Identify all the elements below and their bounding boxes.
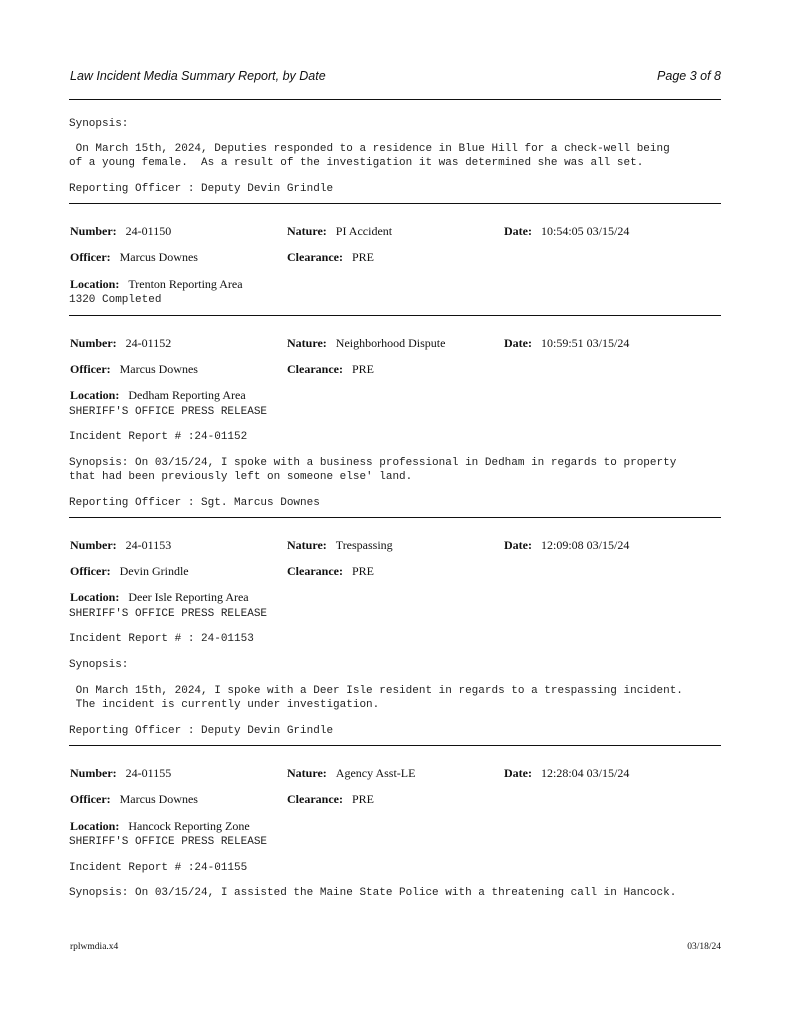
section-divider bbox=[69, 203, 721, 204]
press-release-header: SHERIFF'S OFFICE PRESS RELEASE bbox=[69, 836, 268, 848]
clearance-field: Clearance: PRE bbox=[287, 792, 374, 806]
incident-report-number: Incident Report # :24-01155 bbox=[69, 862, 248, 874]
incident-date: 10:54:05 03/15/24 bbox=[540, 224, 630, 238]
incident-location: Dedham Reporting Area bbox=[128, 388, 246, 402]
incident-number: 24-01153 bbox=[125, 538, 172, 552]
intro-reporting-officer: Reporting Officer : Deputy Devin Grindle bbox=[69, 183, 334, 195]
incident-synopsis: On March 15th, 2024, I spoke with a Deer Isle resident in regards to a trespassing incident. The incident is currently under investigation. bbox=[75, 685, 683, 711]
officer-field: Officer: Marcus Downes bbox=[70, 362, 198, 376]
number-field: Number: 24-01152 bbox=[70, 336, 172, 350]
synopsis-label: Synopsis: bbox=[69, 659, 129, 671]
incident-number: 24-01152 bbox=[125, 336, 172, 350]
incident-location: Trenton Reporting Area bbox=[128, 277, 243, 291]
report-title: Law Incident Media Summary Report, by Date bbox=[70, 69, 326, 83]
officer-field: Officer: Marcus Downes bbox=[70, 250, 198, 264]
reporting-officer: Reporting Officer : Deputy Devin Grindle bbox=[69, 725, 334, 737]
section-divider bbox=[69, 315, 721, 316]
incident-synopsis: Synopsis: On 03/15/24, I assisted the Maine State Police with a threatening call in Hancock. bbox=[69, 887, 677, 899]
incident-number: 24-01155 bbox=[125, 766, 172, 780]
number-field: Number: 24-01153 bbox=[70, 538, 172, 552]
incident-date: 12:09:08 03/15/24 bbox=[540, 538, 630, 552]
date-field: Date: 10:54:05 03/15/24 bbox=[504, 224, 630, 238]
incident-location: Deer Isle Reporting Area bbox=[128, 590, 249, 604]
incident-nature: PI Accident bbox=[335, 224, 393, 238]
incident-location: Hancock Reporting Zone bbox=[128, 819, 250, 833]
incident-nature: Neighborhood Dispute bbox=[335, 336, 446, 350]
section-divider bbox=[69, 745, 721, 746]
incident-note: 1320 Completed bbox=[69, 294, 162, 306]
press-release-header: SHERIFF'S OFFICE PRESS RELEASE bbox=[69, 608, 268, 620]
number-field: Number: 24-01155 bbox=[70, 766, 172, 780]
incident-officer: Devin Grindle bbox=[119, 564, 189, 578]
print-date: 03/18/24 bbox=[687, 942, 721, 952]
clearance-field: Clearance: PRE bbox=[287, 250, 374, 264]
incident-report-number: Incident Report # : 24-01153 bbox=[69, 633, 254, 645]
incident-date: 12:28:04 03/15/24 bbox=[540, 766, 630, 780]
incident-clearance: PRE bbox=[351, 250, 374, 264]
nature-field: Nature: Neighborhood Dispute bbox=[287, 336, 446, 350]
date-field: Date: 10:59:51 03/15/24 bbox=[504, 336, 630, 350]
date-field: Date: 12:09:08 03/15/24 bbox=[504, 538, 630, 552]
incident-clearance: PRE bbox=[351, 792, 374, 806]
press-release-header: SHERIFF'S OFFICE PRESS RELEASE bbox=[69, 406, 268, 418]
number-field: Number: 24-01150 bbox=[70, 224, 172, 238]
intro-synopsis-text: On March 15th, 2024, Deputies responded to a residence in Blue Hill for a check-well being of a young female. As a result of the investigation it was determined she was all set. bbox=[69, 143, 670, 169]
location-field: Location: Trenton Reporting Area bbox=[70, 277, 243, 291]
incident-clearance: PRE bbox=[351, 564, 374, 578]
incident-clearance: PRE bbox=[351, 362, 374, 376]
officer-field: Officer: Marcus Downes bbox=[70, 792, 198, 806]
location-field: Location: Dedham Reporting Area bbox=[70, 388, 246, 402]
page-number: Page 3 of 8 bbox=[657, 69, 721, 83]
incident-nature: Trespassing bbox=[335, 538, 393, 552]
nature-field: Nature: Trespassing bbox=[287, 538, 393, 552]
reporting-officer: Reporting Officer : Sgt. Marcus Downes bbox=[69, 497, 320, 509]
incident-date: 10:59:51 03/15/24 bbox=[540, 336, 630, 350]
nature-field: Nature: PI Accident bbox=[287, 224, 393, 238]
header-divider bbox=[69, 99, 721, 100]
incident-nature: Agency Asst-LE bbox=[335, 766, 416, 780]
clearance-field: Clearance: PRE bbox=[287, 564, 374, 578]
officer-field: Officer: Devin Grindle bbox=[70, 564, 189, 578]
incident-number: 24-01150 bbox=[125, 224, 172, 238]
section-divider bbox=[69, 517, 721, 518]
nature-field: Nature: Agency Asst-LE bbox=[287, 766, 416, 780]
incident-synopsis: Synopsis: On 03/15/24, I spoke with a business professional in Dedham in regards to property that had been previously left on someone else' land. bbox=[69, 457, 677, 483]
incident-report-number: Incident Report # :24-01152 bbox=[69, 431, 248, 443]
date-field: Date: 12:28:04 03/15/24 bbox=[504, 766, 630, 780]
incident-officer: Marcus Downes bbox=[119, 250, 198, 264]
location-field: Location: Deer Isle Reporting Area bbox=[70, 590, 249, 604]
clearance-field: Clearance: PRE bbox=[287, 362, 374, 376]
location-field: Location: Hancock Reporting Zone bbox=[70, 819, 250, 833]
incident-officer: Marcus Downes bbox=[119, 362, 198, 376]
incident-officer: Marcus Downes bbox=[119, 792, 198, 806]
report-code: rplwmdia.x4 bbox=[70, 942, 119, 952]
intro-synopsis-label: Synopsis: bbox=[69, 118, 129, 130]
